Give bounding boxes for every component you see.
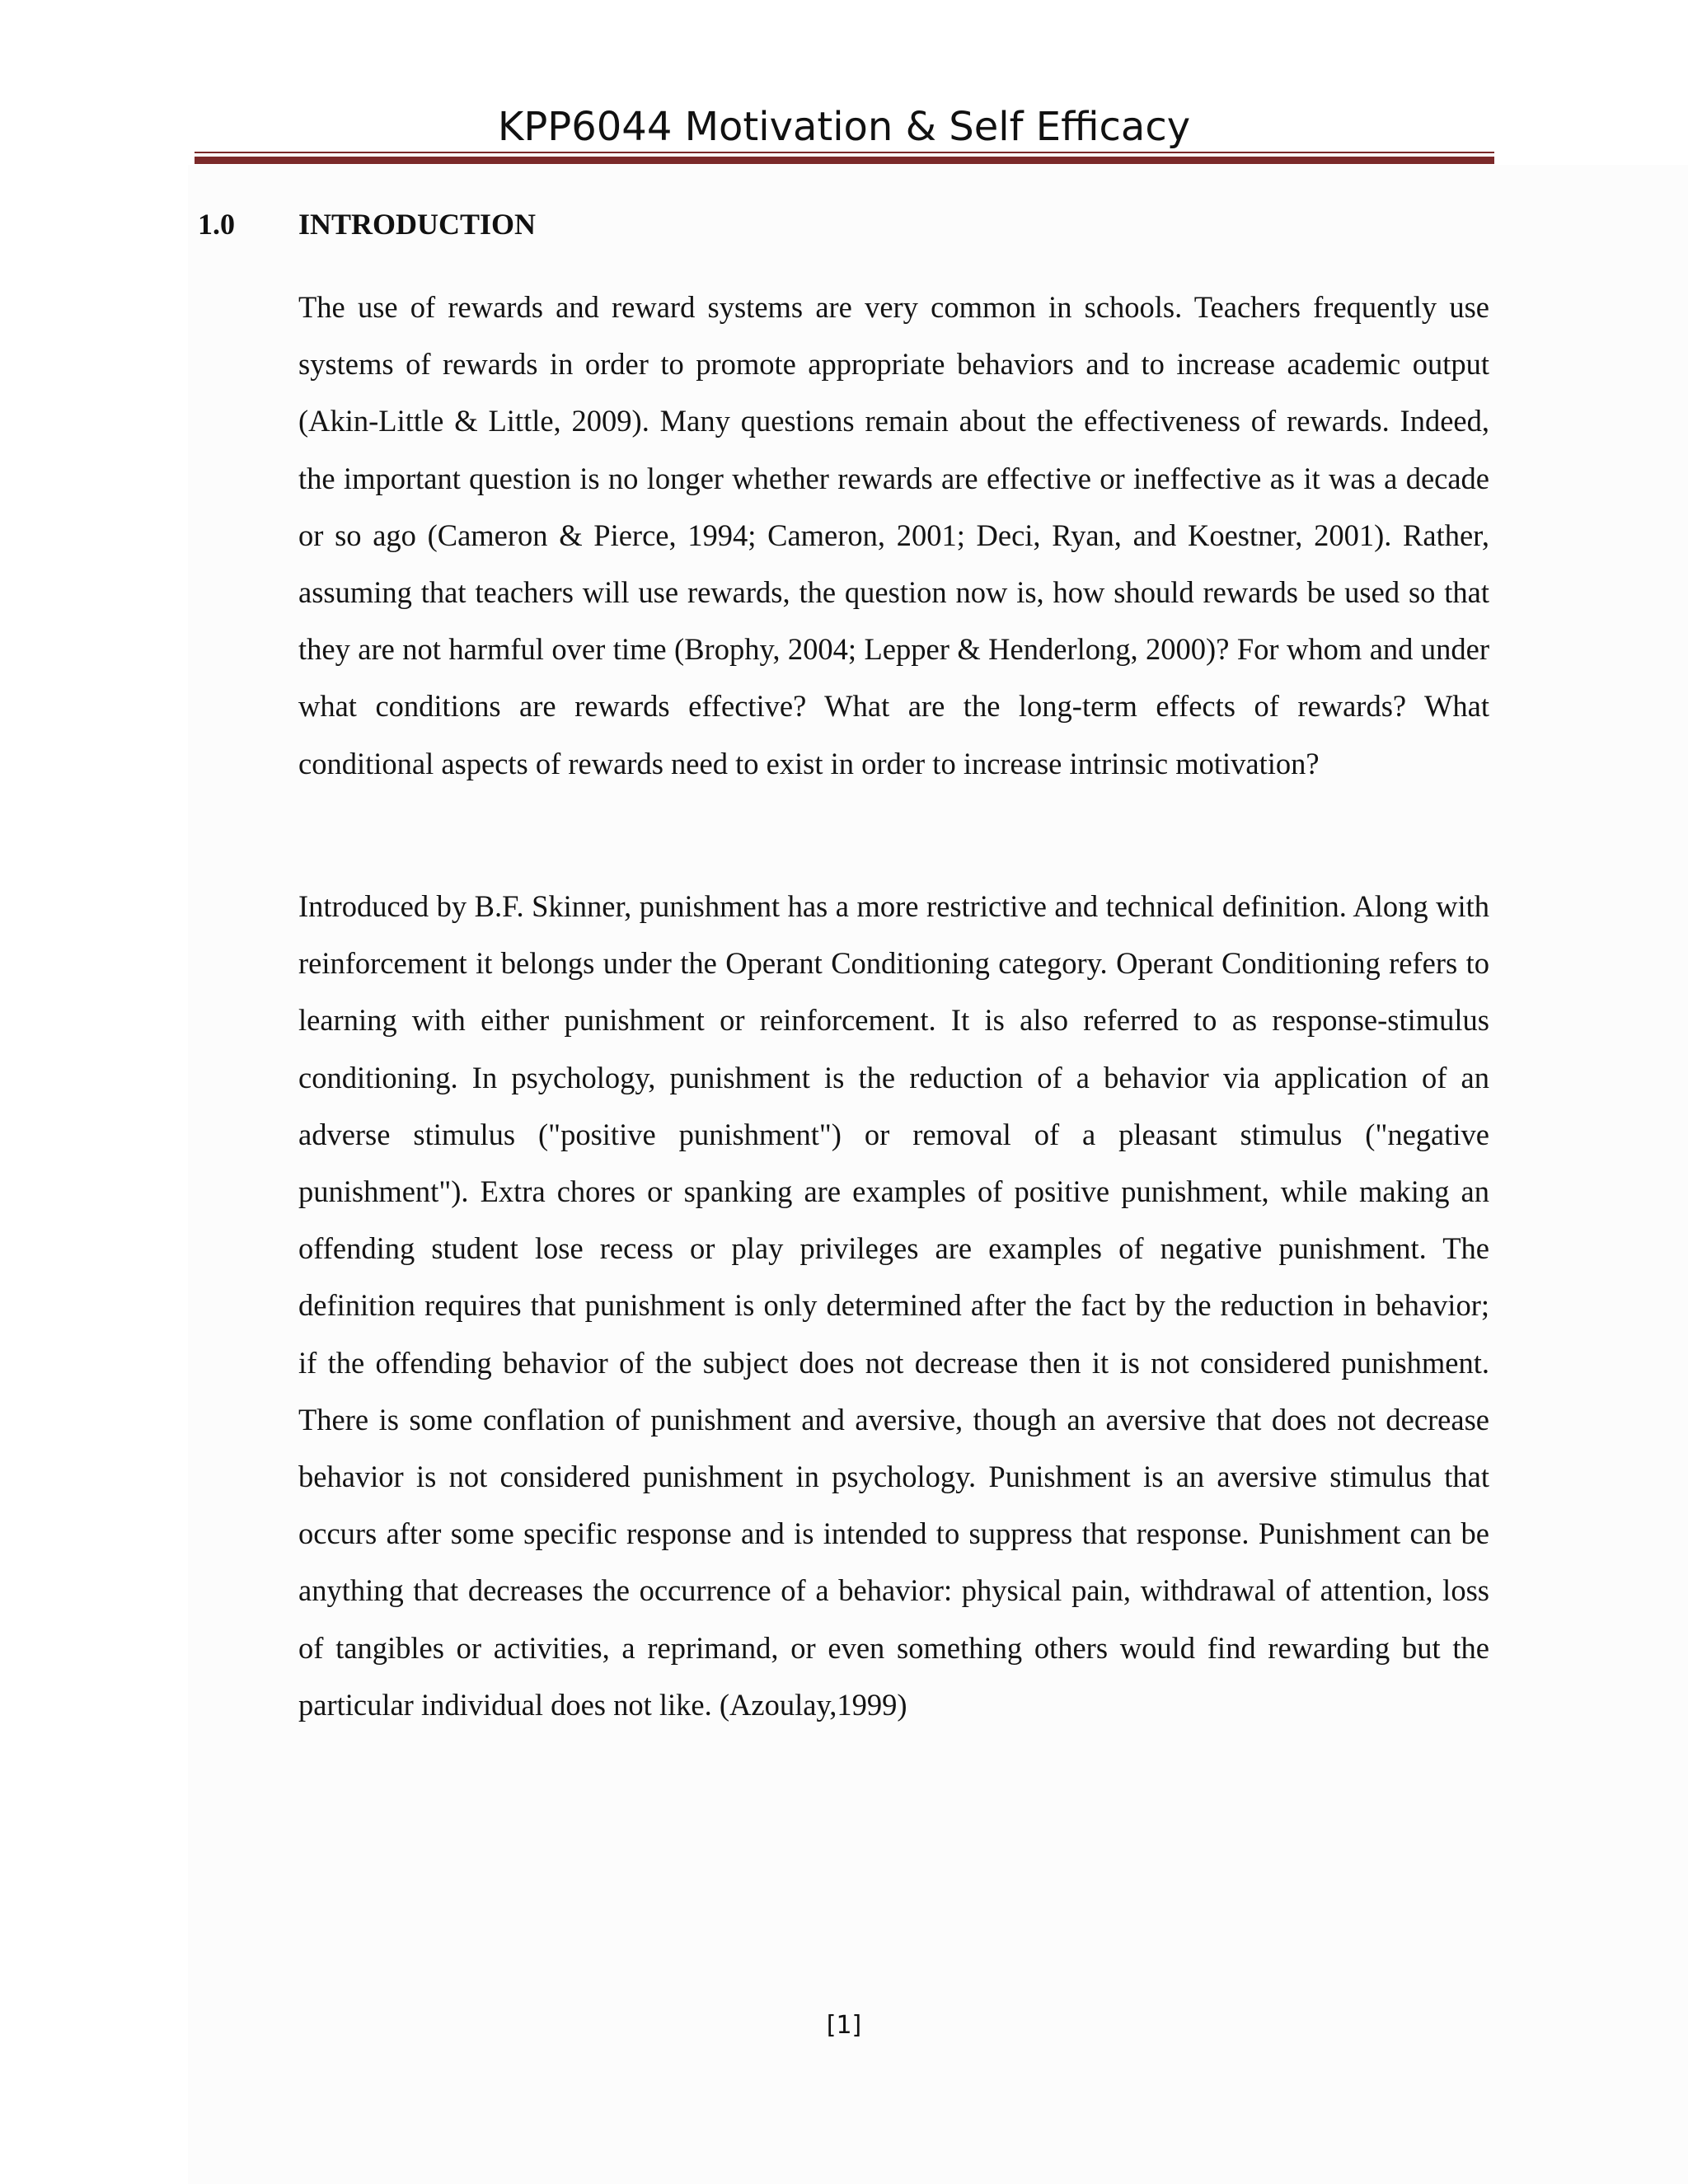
page-number: [1] xyxy=(826,2011,862,2040)
section-number: 1.0 xyxy=(198,208,235,241)
header-rule-thick xyxy=(195,157,1494,164)
running-header-title: KPP6044 Motivation & Self Efficacy xyxy=(497,104,1191,150)
header-rule-thin xyxy=(195,152,1494,153)
paragraph-punishment: Introduced by B.F. Skinner, punishment has a more restrictive and technical definition. Along with reinforcement it belongs under the Operant Conditioning category. Operant Conditioning refers to learning with either punishment or reinforcement. It is also referred to as response-stimulus conditioning. In psychology, punishment is the reduction of a behavior via application of an adverse stimulus ("positive punishment") or removal of a pleasant stimulus ("negative punishment"). Extra chores or spanking are examples of positive punishment, while making an offending student lose recess or play privileges are examples of negative punishment. The definition requires that punishment is only determined after the fact by the reduction in behavior; if the offending behavior of the subject does not decrease then it is not considered punishment. There is some conflation of punishment and aversive, though an aversive that does not decrease behavior is not considered punishment in psychology. Punishment is an aversive stimulus that occurs after some specific response and is intended to suppress that response. Punishment can be anything that decreases the occurrence of a behavior: physical pain, withdrawal of attention, loss of tangibles or activities, a reprimand, or even something others would find rewarding but the particular individual does not like. (Azoulay,1999) xyxy=(298,889,1489,1722)
section-heading xyxy=(198,203,536,246)
section-title: INTRODUCTION xyxy=(298,208,537,241)
paragraph-rewards: The use of rewards and reward systems are very common in schools. Teachers frequently use systems of rewards in order to promote appropriate behaviors and to increase academic output (Akin-Little & Little, 2009). Many questions remain about the effectiveness of rewards. Indeed, the important question is no longer whether rewards are effective or ineffective as it was a decade or so ago (Cameron & Pierce, 1994; Cameron, 2001; Deci, Ryan, and Koestner, 2001). Rather, assuming that teachers will use rewards, the question now is, how should rewards be used so that they are not harmful over time (Brophy, 2004; Lepper & Henderlong, 2000)? For whom and under what conditions are rewards effective? What are the long-term effects of rewards? What conditional aspects of rewards need to exist in order to increase intrinsic motivation? xyxy=(298,290,1489,780)
